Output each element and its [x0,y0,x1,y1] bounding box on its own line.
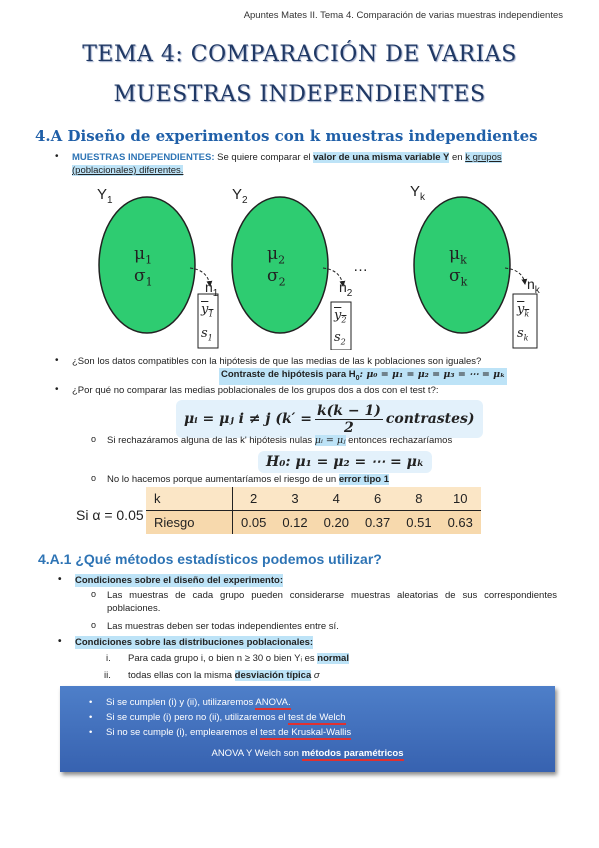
table-cell: 0.37 [357,511,398,535]
populations-diagram [90,178,560,350]
ybar-symbol: y [334,308,342,323]
s-subscript: 2 [340,337,346,347]
ybar-symbol: y [517,302,525,317]
contrast-text: Contraste de hipótesis para H [221,369,356,380]
method-kruskal-wallis: test de Kruskal-Wallis [260,727,352,738]
table-cell: 0.05 [233,511,275,535]
table-cell: 8 [398,487,439,511]
parametric-methods: métodos paramétricos [301,748,404,759]
formula-fraction [315,403,383,436]
s-symbol: s [517,326,524,341]
sub-bullet-rechazo [107,434,452,447]
sigma-label-2 [267,266,286,288]
table-cell: 0.12 [274,511,315,535]
summary-text: Si se cumplen (i) y (ii), utilizaremos [106,697,256,708]
table-cell: 6 [357,487,398,511]
n-label-2 [339,279,352,299]
sigma-subscript: k [460,275,468,289]
mu-subscript: 2 [278,253,286,267]
s-symbol: s [334,330,341,345]
s-label-1 [201,326,213,343]
dist-text: Para cada grupo i, o bien n ≥ 30 o bien Yᵢ es [128,653,318,664]
y-label: Y [232,186,243,203]
sub-math: μᵢ = μⱼ [314,435,346,446]
sub-text: entonces rechazaríamos [345,435,453,446]
row-header-riesgo: Riesgo [146,511,233,535]
sub-text: No lo hacemos porque aumentaríamos el riesgo de un [107,474,339,485]
s-subscript: k [523,333,529,343]
fraction-denominator: 2 [344,419,354,436]
sigma-subscript: 2 [278,275,286,289]
error-tipo-1: error tipo 1 [338,474,389,485]
method-welch: test de Welch [288,712,346,723]
bullet-hipotesis: • ¿Son los datos compatibles con la hipótesis de que las medias de las k poblaciones son iguales? [72,355,481,368]
mu-label-k [449,244,467,266]
s-label-2 [334,330,346,347]
contrast-subscript: 0 [355,374,360,382]
design-condition-1: o Las muestras de cada grupo pueden considerarse muestras aleatorias de sus correspondientes poblaciones. [107,589,557,615]
table-row-riesgo [146,511,481,535]
ybar-label-k [517,302,529,319]
ybar-subscript: 2 [341,315,347,325]
page-title-line1: TEMA 4: COMPARACIÓN DE VARIAS [82,42,517,67]
contrast-formula: : μ₀ = μ₁ = μ₂ = μ₃ = ⋯ = μₖ [359,369,506,380]
fraction-numerator: k(k − 1) [316,402,381,419]
y-subscript: k [420,192,426,203]
n-label-k [527,276,540,296]
highlight-variable: valor de una misma variable Y [313,152,450,163]
mu-label-1 [134,244,152,266]
sigma-symbol: σ [267,266,279,286]
mu-subscript: k [460,253,467,267]
bullet-muestras-independientes [72,151,552,177]
desviacion-highlight: desviación típica [234,670,312,681]
n-subscript: 1 [212,287,219,299]
section-heading-4a1: 4.A.1 ¿Qué métodos estadísticos podemos utilizar? [38,551,382,567]
table-row-k [146,487,481,511]
ybar-subscript: k [524,309,530,319]
highlight-groups-cont: (poblacionales) diferentes. [72,165,184,176]
design-condition-2: o Las muestras deben ser todas independientes entre sí. [107,620,339,633]
n-symbol: n [527,276,535,292]
s-subscript: 1 [207,333,213,343]
normal-highlight: normal [317,653,349,664]
y-subscript: 2 [242,195,248,206]
table-cell: 0.63 [440,511,481,535]
dist-num-1: i. [106,653,111,664]
bullet-test-t: • ¿Por qué no comparar las medias poblacionales de los grupos dos a dos con el test t?: [72,384,439,397]
ybar-label-1 [201,302,213,319]
mu-subscript: 1 [145,253,153,267]
summary-footnote [60,748,555,759]
ybar-subscript: 1 [208,309,214,319]
n-symbol: n [339,279,347,295]
sigma-label-k [449,266,467,288]
population-label-2 [232,186,248,206]
table-cell: 0.20 [316,511,357,535]
table-cell: 10 [440,487,481,511]
n-symbol: n [205,279,213,295]
mu-symbol: μ [449,244,461,264]
method-anova: ANOVA. [255,697,291,708]
table-cell: 4 [316,487,357,511]
summary-line-anova [106,697,291,708]
sigma-label-1 [134,266,153,288]
y-label: Y [97,186,108,203]
bullet-label: MUESTRAS INDEPENDIENTES: [72,152,215,163]
dist-condition-1 [128,652,349,665]
ybar-symbol: y [201,302,209,317]
population-group-2 [232,197,351,350]
table-cell: 2 [233,487,275,511]
summary-line-kruskal [106,727,351,738]
dist-condition-2 [128,669,320,682]
page-header: Apuntes Mates II. Tema 4. Comparación de varias muestras independientes [243,10,563,21]
n-subscript: 2 [346,287,353,299]
sub-bullet-riesgo [107,473,389,486]
cond-dist-heading: • Condiciones sobre las distribuciones poblacionales: [75,636,313,649]
y-subscript: 1 [107,195,113,206]
summary-line-welch [106,712,346,723]
s-label-k [517,326,529,343]
bullet-text: Se quiere comparar el [214,152,314,163]
sigma-symbol: σ [311,670,320,681]
page-title-line2: MUESTRAS INDEPENDIENTES [113,82,486,107]
summary-text: Si se cumple (i) pero no (ii), utilizaremos el [106,712,289,723]
methods-summary-box [60,686,555,772]
n-label-1 [205,279,218,299]
y-label: Y [410,183,421,200]
mu-symbol: μ [134,244,146,264]
h0-text: H₀: μ₁ = μ₂ = ⋯ = μₖ [266,454,425,470]
summary-text: ANOVA Y Welch son [211,748,302,759]
section-heading-4a: 4.A Diseño de experimentos con k muestras independientes [35,127,538,145]
risk-table [146,487,481,534]
mu-label-2 [267,244,285,266]
s-symbol: s [201,326,208,341]
dist-text: todas ellas con la misma [128,670,235,681]
summary-text: Si no se cumple (i), emplearemos el [106,727,261,738]
continuation-dots: … [353,258,368,275]
table-cell: 0.51 [398,511,439,535]
sigma-subscript: 1 [145,275,153,289]
row-header-k: k [146,487,233,511]
population-label-1 [97,186,113,206]
pairwise-formula [176,400,483,438]
alpha-label: Si α = 0.05 [76,507,144,523]
sigma-symbol: σ [449,266,461,286]
mu-symbol: μ [267,244,279,264]
table-cell: 3 [274,487,315,511]
n-subscript: k [534,284,540,296]
sub-text: Si rechazáramos alguna de las k' hipótesis nulas [107,435,315,446]
ybar-label-2 [334,308,346,325]
h0-formula [258,451,432,473]
sigma-symbol: σ [134,266,146,286]
dist-num-2: ii. [104,670,111,681]
population-label-k [410,183,425,203]
formula-right: contrastes) [385,411,475,427]
cond-design-heading: • Condiciones sobre el diseño del experimento: [75,574,283,587]
bullet-text: en [449,152,466,163]
highlight-groups: k grupos [465,152,502,163]
contrast-label [219,368,507,385]
formula-left: μᵢ = μⱼ i ≠ j (k′ = [184,411,312,427]
